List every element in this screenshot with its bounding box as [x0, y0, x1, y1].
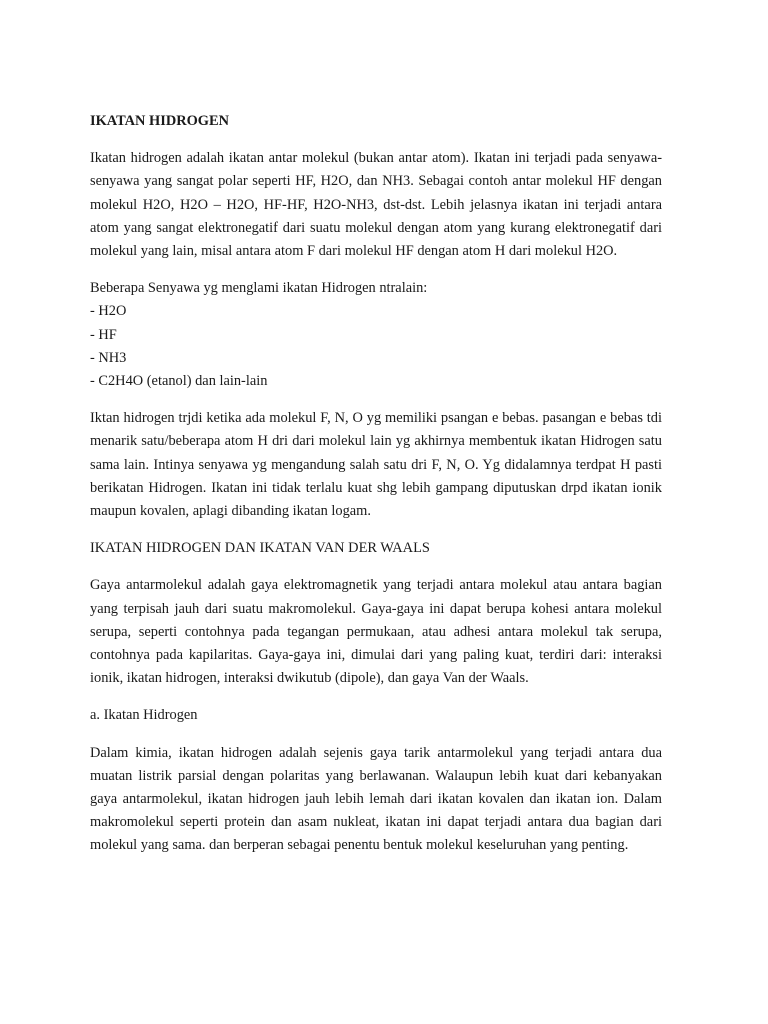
list-item: - NH3: [90, 349, 127, 366]
list-intro: Beberapa Senyawa yg menglami ikatan Hidrogen ntralain:: [90, 280, 428, 297]
paragraph-hydrogen-bond: Dalam kimia, ikatan hidrogen adalah sejenis gaya tarik antarmolekul yang terjadi antara dua muatan listrik parsial dengan polaritas yang berlawanan. Walaupun lebih kuat dari kebanyakan gaya antarmolekul, ikatan hidrogen jauh lebih lemah dari ikatan kovalen dan ikatan ion. Dalam makromolekul seperti protein dan asam nukleat, ikatan ini dapat terjadi antara dua bagian dari molekul yang sama. dan berperan sebagai penentu bentuk molekul keseluruhan yang penting.: [90, 744, 662, 854]
paragraph-intermolecular: Gaya antarmolekul adalah gaya elektromagnetik yang terjadi antara molekul atau antara bagian yang terpisah jauh dari suatu makromolekul. Gaya-gaya ini dapat berupa kohesi antara molekul serupa, seperti contohnya pada tegangan permukaan, atau adhesi antara molekul tak serupa, contohnya pada kapilaritas. Gaya-gaya ini, dimulai dari yang paling kuat, terdiri dari: interaksi ionik, ikatan hidrogen, interaksi dwikutub (dipole), dan gaya Van der Waals.: [90, 577, 662, 687]
paragraph-intro: Ikatan hidrogen adalah ikatan antar molekul (bukan antar atom). Ikatan ini terjadi pada senyawa-senyawa yang sangat polar seperti HF, H2O, dan NH3. Sebagai contoh antar molekul HF dengan molekul H2O, H2O – H2O, HF-HF, H2O-NH3, dst-dst. Lebih jelasnya ikatan ini terjadi antara atom yang sangat elektronegatif dari suatu molekul dengan atom yang kurang elektronegatif dari molekul yang lain, misal antara atom F dari molekul HF dengan atom H dari molekul H2O.: [90, 150, 662, 260]
section-heading: IKATAN HIDROGEN DAN IKATAN VAN DER WAALS: [90, 540, 430, 557]
subsection-heading: a. Ikatan Hidrogen: [90, 707, 198, 724]
paragraph-explanation: Iktan hidrogen trjdi ketika ada molekul F, N, O yg memiliki psangan e bebas. pasangan e bebas tdi menarik satu/beberapa atom H dri dari molekul lain yg akhirnya membentuk ikatan Hidrogen satu sama lain. Intinya senyawa yg mengandung salah satu dri F, N, O. Yg didalamnya terdpat H pasti berikatan Hidrogen. Ikatan ini tidak terlalu kuat shg lebih gampang diputuskan drpd ikatan ionik maupun kovalen, aplagi dibanding ikatan logam.: [90, 410, 662, 520]
list-item: - H2O: [90, 303, 127, 320]
document-title: IKATAN HIDROGEN: [90, 113, 229, 129]
list-item: - C2H4O (etanol) dan lain-lain: [90, 373, 268, 390]
compound-list: [90, 277, 662, 393]
list-item: - HF: [90, 326, 117, 343]
document-page: [90, 110, 662, 872]
